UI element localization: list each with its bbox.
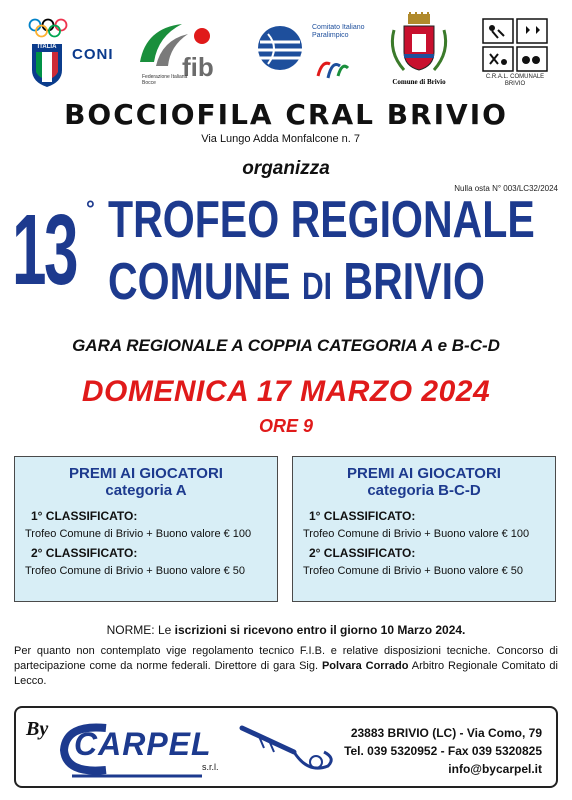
logo-bar bbox=[0, 8, 572, 90]
second-place-label: 2° CLASSIFICATO: bbox=[31, 546, 138, 560]
title-word-brivio: BRIVIO bbox=[343, 253, 485, 311]
cip-logo bbox=[254, 22, 364, 88]
second-place-prize: Trofeo Comune di Brivio + Buono valore € 50 bbox=[25, 565, 246, 577]
prize-category: categoria A bbox=[105, 482, 187, 499]
club-address: Via Lungo Adda Monfalcone n. 7 bbox=[201, 133, 360, 145]
cip-globe-icon bbox=[254, 22, 310, 78]
sponsor-contact bbox=[344, 724, 542, 778]
organizza-label: organizza bbox=[242, 158, 330, 179]
title-word-comune: COMUNE bbox=[108, 253, 291, 311]
club-name: BOCCIOFILA CRAL BRIVIO bbox=[64, 98, 508, 131]
first-place-label: 1° CLASSIFICATO: bbox=[309, 509, 416, 523]
second-place-prize: Trofeo Comune di Brivio + Buono valore € 50 bbox=[303, 565, 524, 577]
first-place-label: 1° CLASSIFICATO: bbox=[31, 509, 138, 523]
rules-text: Per quanto non contemplato vige regolamento tecnico F.I.B. e relative disposizioni tecniche. Concorso di partecipazione come da norme federali. Direttore di gara Sig. bbox=[14, 645, 558, 672]
first-place-prize: Trofeo Comune di Brivio + Buono valore € 100 bbox=[25, 528, 252, 540]
cral-label: C.R.A.L. COMUNALE BRIVIO bbox=[485, 74, 545, 87]
olympic-rings-icon bbox=[28, 18, 68, 40]
shield-label: ITALIA bbox=[37, 44, 57, 50]
sponsor-email[interactable]: info@bycarpel.it bbox=[448, 762, 542, 776]
race-director: Polvara Corrado bbox=[321, 660, 409, 672]
edition-number: 13 bbox=[12, 194, 77, 306]
competition-type: GARA REGIONALE A COPPIA CATEGORIA A e B-C-D bbox=[72, 336, 500, 355]
prize-heading: PREMI AI GIOCATORI bbox=[347, 465, 501, 482]
sponsor-box bbox=[14, 706, 558, 788]
title-line-2 bbox=[108, 252, 485, 317]
cral-sports-icon bbox=[482, 18, 548, 72]
nulla-osta-label: Nulla osta N° 003/LC32/2024 bbox=[454, 184, 558, 193]
prize-box-category-a bbox=[14, 456, 278, 602]
edition-degree: ° bbox=[86, 196, 95, 221]
norme-prefix: NORME: Le bbox=[106, 623, 172, 637]
comune-label: Comune di Brivio bbox=[392, 78, 446, 86]
title-line-1: TROFEO REGIONALE bbox=[108, 191, 535, 249]
sponsor-srl: s.r.l. bbox=[202, 762, 219, 772]
sponsor-phone: Tel. 039 5320952 - Fax 039 5320825 bbox=[344, 744, 542, 758]
sponsor-address: 23883 BRIVIO (LC) - Via Como, 79 bbox=[350, 726, 542, 740]
prize-box-category-bcd bbox=[292, 456, 556, 602]
prize-heading: PREMI AI GIOCATORI bbox=[69, 465, 223, 482]
fib-logo bbox=[136, 18, 236, 90]
registration-note bbox=[0, 623, 572, 637]
comune-logo bbox=[384, 12, 464, 90]
cral-logo bbox=[482, 18, 552, 90]
fib-label: fib bbox=[182, 52, 214, 82]
coat-of-arms-icon bbox=[384, 12, 454, 76]
agitos-icon bbox=[314, 56, 350, 82]
title-word-di: DI bbox=[301, 266, 333, 308]
event-date: DOMENICA 17 MARZO 2024 bbox=[81, 375, 491, 408]
second-place-label: 2° CLASSIFICATO: bbox=[309, 546, 416, 560]
coni-logo bbox=[26, 18, 126, 90]
sponsor-by: By bbox=[26, 718, 49, 740]
cip-label: Comitato Italiano Paralimpico bbox=[312, 24, 365, 39]
registration-deadline: iscrizioni si ricevono entro il giorno 10 Marzo 2024. bbox=[174, 623, 466, 637]
rules-text-end: Arbitro Regionale Comitato di Lecco. bbox=[14, 660, 558, 687]
first-place-prize: Trofeo Comune di Brivio + Buono valore € 100 bbox=[303, 528, 530, 540]
fib-federation-label: Federazione Italiana Bocce bbox=[142, 74, 188, 86]
coni-label: CONI bbox=[72, 46, 114, 63]
sponsor-name: CARPEL bbox=[74, 726, 212, 762]
spray-gun-icon bbox=[238, 722, 338, 776]
rules-paragraph bbox=[14, 644, 558, 689]
prize-category: categoria B-C-D bbox=[367, 482, 481, 499]
event-time: ORE 9 bbox=[258, 416, 314, 436]
